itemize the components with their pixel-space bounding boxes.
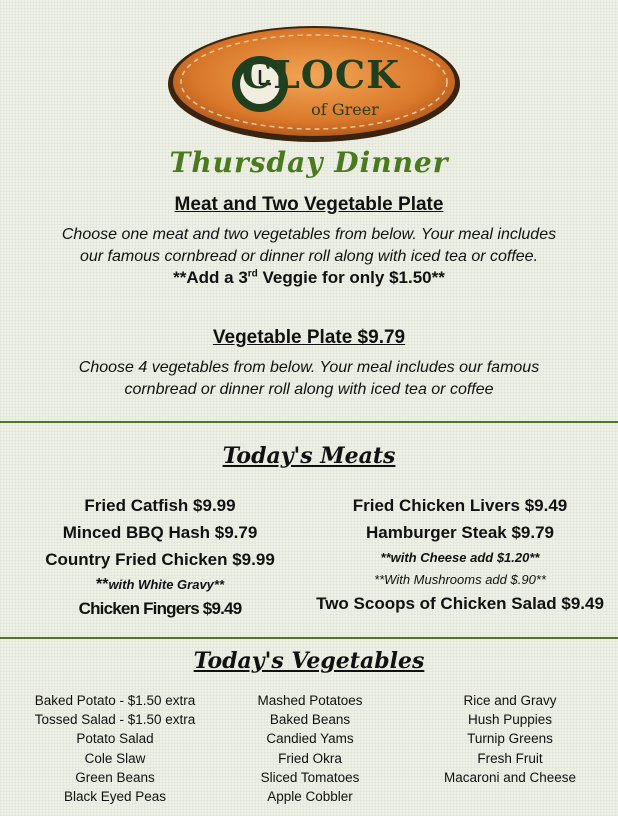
meat-item: Fried Catfish $9.99 [84,496,236,515]
meat-item: Country Fried Chicken $9.99 [45,550,275,569]
meat-note-text: with White Gravy** [108,577,225,592]
meat-note: **with Cheese add $1.20** [380,550,540,565]
meat-two-veg-description: Choose one meat and two vegetables from below. Your meal includes [61,226,557,243]
vegetable-item: Fresh Fruit [477,750,543,766]
clock-of-greer-logo [165,18,463,146]
vegetables-heading: Today's Vegetables [193,648,425,674]
vegetable-item: Baked Beans [269,712,351,728]
meat-note [20,575,300,597]
vegetable-item: Green Beans [75,769,155,785]
day-title: Thursday Dinner [169,146,449,179]
section-divider [0,421,618,423]
meat-item: Hamburger Steak $9.79 [365,523,555,542]
vegetable-plate-description: Choose 4 vegetables from below. Your meal includes our famous [78,359,540,376]
vegetable-item: Apple Cobbler [267,789,353,805]
vegetables-column-2 [210,691,410,806]
meats-right-column [305,494,615,619]
vegetables-column-1 [10,691,220,806]
meat-two-veg-description-cont: our famous cornbread or dinner roll along with iced tea or coffee. [79,248,539,265]
vegetable-item: Black Eyed Peas [63,789,167,805]
section-divider [0,637,618,639]
vegetable-item: Hush Puppies [467,712,553,728]
logo-brand-text: CLOCK [241,52,401,97]
meats-left-column [20,494,300,624]
vegetable-plate-title: Vegetable Plate $9.79 [212,327,406,348]
vegetable-item: Macaroni and Cheese [443,769,577,785]
vegetable-item: Sliced Tomatoes [260,769,360,785]
meat-note-stars: ** [95,576,109,593]
meat-item: Two Scoops of Chicken Salad $9.49 [316,594,604,613]
vegetable-item: Turnip Greens [467,731,553,747]
vegetable-item: Cole Slaw [84,750,146,766]
add-veggie-ordinal: rd [247,268,258,280]
meat-note: **With Mushrooms add $.90** [374,572,546,587]
vegetable-item: Tossed Salad - $1.50 extra [34,712,196,728]
add-third-veggie-note [0,268,618,288]
meats-heading: Today's Meats [222,443,396,469]
vegetables-column-3 [410,691,610,787]
add-veggie-text-post: Veggie for only $1.50** [257,268,445,287]
meat-two-veg-title: Meat and Two Vegetable Plate [174,194,444,215]
vegetable-item: Baked Potato - $1.50 extra [34,693,196,708]
meat-item: Chicken Fingers $9.49 [78,599,242,618]
vegetable-item: Rice and Gravy [463,693,557,708]
vegetable-plate-description-cont: cornbread or dinner roll along with iced tea or coffee [124,381,494,398]
vegetable-item: Potato Salad [76,731,154,747]
vegetable-item: Fried Okra [278,750,342,766]
add-veggie-text-pre: **Add a 3 [173,268,248,287]
meat-item: Minced BBQ Hash $9.79 [62,523,258,542]
vegetable-item: Candied Yams [266,731,354,747]
vegetable-item: Mashed Potatoes [257,693,363,708]
meat-item: Fried Chicken Livers $9.49 [352,496,568,515]
logo-sub-text: of Greer [311,100,379,119]
